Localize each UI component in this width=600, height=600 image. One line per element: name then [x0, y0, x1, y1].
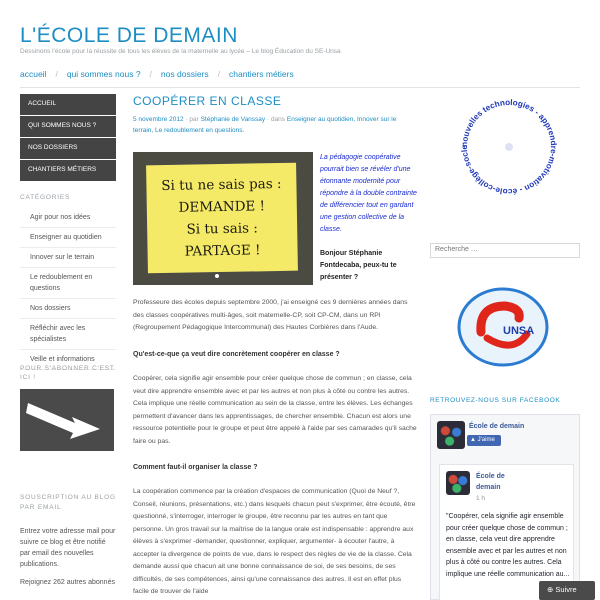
- tag-circle-text: nouvelles technologies - apprendre-motivation - école-collège-socle: [459, 97, 559, 197]
- se-unsa-logo[interactable]: [443, 284, 563, 370]
- post-image: [133, 152, 313, 285]
- nav-separator: /: [149, 69, 152, 79]
- site-title[interactable]: L'ÉCOLE DE DEMAIN: [20, 24, 238, 47]
- category-item[interactable]: Veille et informations: [20, 350, 116, 370]
- category-item[interactable]: Enseigner au quotidien: [20, 228, 116, 248]
- search-input[interactable]: Recherche …: [430, 243, 580, 258]
- nav-qui-sommes-nous[interactable]: qui sommes nous ?: [66, 69, 141, 79]
- post-intro: La pédagogie coopérative pourrait bien se révéler d'une étonnante modernité pour répondre à la double contrainte de différencier tout en gardant une gestion collective de la classe.: [320, 154, 417, 233]
- pin-dot: [215, 274, 219, 278]
- post-author[interactable]: Stéphanie de Vanssay: [200, 116, 266, 123]
- left-menu-nos-dossiers[interactable]: NOS DOSSIERS: [20, 138, 116, 159]
- subscribe-description: Entrez votre adresse mail pour suivre ce blog et être notifié par email des nouvelles publications.: [20, 528, 116, 568]
- follow-arrow-banner[interactable]: [20, 389, 114, 451]
- facebook-like-label: J'aime: [477, 437, 495, 443]
- tag-circle-graphic: [449, 92, 569, 202]
- left-menu-accueil[interactable]: ACCUEIL: [20, 94, 116, 115]
- post-by: · par: [185, 116, 199, 123]
- svg-text:nouvelles technologies - appre: [449, 92, 558, 196]
- post-question: Bonjour Stéphanie Fontdecaba, peux-tu te présenter ?: [320, 250, 397, 281]
- top-nav: [20, 69, 580, 79]
- follow-button[interactable]: [539, 581, 595, 600]
- post-question: Comment faut-il organiser la classe ?: [133, 464, 258, 471]
- follow-title: POUR S'ABONNER C'EST ICI !: [20, 365, 115, 381]
- logo-graphic: [443, 284, 563, 370]
- facebook-page-avatar[interactable]: [437, 421, 465, 449]
- facebook-title: RETROUVEZ-NOUS SUR FACEBOOK: [430, 397, 561, 404]
- facebook-post-time: 1 h: [476, 495, 486, 502]
- sign-line: DEMANDE !: [178, 198, 266, 216]
- left-menu-qui-sommes-nous[interactable]: QUI SOMMES NOUS ?: [20, 116, 116, 137]
- facebook-like-button[interactable]: [467, 435, 501, 446]
- post-meta: [133, 114, 417, 136]
- category-item[interactable]: Agir pour nos idées: [20, 208, 116, 228]
- subscribe-title: SOUSCRIPTION AU BLOG PAR EMAIL: [20, 494, 116, 511]
- facebook-post: [439, 464, 577, 600]
- category-item[interactable]: Innover sur le terrain: [20, 248, 116, 268]
- sign-line: PARTAGE !: [184, 242, 261, 260]
- facebook-post-text: "Coopérer, cela signifie agir ensemble pour créer quelque chose de commun ; en classe, cela veut dire apprendre ensemble avec et par les autres et non plus à côté ou contre les autres. Cela implique une réelle communication au...: [446, 513, 570, 578]
- subscribe-text: [20, 526, 116, 588]
- nav-divider: [20, 87, 580, 88]
- left-menu-chantiers-metiers[interactable]: CHANTIERS MÉTIERS: [20, 160, 116, 181]
- sign-line: Si tu sais :: [186, 220, 258, 238]
- categories-title: CATÉGORIES: [20, 194, 71, 201]
- post-title[interactable]: COOPÉRER EN CLASSE: [133, 94, 282, 108]
- subscriber-count: Rejoignez 262 autres abonnés: [20, 579, 115, 586]
- post-tags[interactable]: Enseigner au quotidien, Innover sur le terrain, Le redoublement en questions.: [133, 116, 397, 134]
- category-item[interactable]: Nos dossiers: [20, 299, 116, 319]
- facebook-page-name[interactable]: École de demain: [469, 423, 525, 430]
- category-item[interactable]: Le redoublement en questions: [20, 268, 116, 299]
- facebook-post-name[interactable]: École de demain: [476, 473, 505, 491]
- category-list: [20, 208, 116, 370]
- sign-line: Si tu ne sais pas :: [161, 175, 282, 195]
- post-date[interactable]: 5 novembre 2012: [133, 116, 184, 123]
- category-item[interactable]: Réfléchir avec les spécialistes: [20, 319, 116, 350]
- tag-circle-image: [449, 92, 569, 202]
- post-paragraph: La coopération commence par la création d'espaces de communication (Quoi de Neuf ?, Conseil, réunions, présentations, etc.) dans lesquels chacun peut s'exprimer, être écouté, être questionné, s'interroger, interroger le groupe, être reconnu par les autres en tant que personne. Un gros travail sur la maîtrise de la langue orale est indispensable : apprendre aux élèves à s'exprimer -demander, questionner, expliquer, argumenter- à écouter l'autre, à accepter la divergence de points de vue, dans le respect des règles de vie de la classe. Cela demande aussi que chacun ait une bonne connaissance de soi, de ses besoins, de ses difficultés, de ses compétences, ainsi qu'une connaissance des autres. Il est en effet plus facile de trouver de l'aide: [133, 488, 416, 595]
- nav-nos-dossiers[interactable]: nos dossiers: [160, 69, 209, 79]
- post-paragraph: Professeure des écoles depuis septembre 2000, j'ai enseigné ces 9 dernières années dans des classes coopératives multi-âges, soit maternelle-CP, soit CP-CM, dans un RPI (Regroupement Pédagogique Intercommunal) des Hautes Corbières dans l'Aude.: [133, 299, 408, 331]
- nav-chantiers-metiers[interactable]: chantiers métiers: [229, 69, 294, 79]
- follow-button-label: Suivre: [555, 585, 577, 594]
- nav-separator: /: [55, 69, 58, 79]
- post-paragraph: Coopérer, cela signifie agir ensemble pour créer quelque chose de commun ; en classe, cela veut dire apprendre ensemble avec et par les autres et non plus à côté ou contre les autres. Cela implique une réelle communication au sein de la classe, entre les élèves. Les échanges permettent d'avancer dans les apprentissages, de chercher ensemble. Chacun est alors une ressource potentielle pour le groupe et peut être appelé à l'aide par ses camarades qu'il sache faire ou pas.: [133, 375, 417, 445]
- site-description: Dessinons l'école pour la réussite de tous les élèves de la maternelle au lycée – Le blog Éducation du SE-Unsa: [20, 48, 341, 55]
- logo-text: UNSA: [503, 325, 535, 337]
- nav-separator: /: [217, 69, 221, 79]
- arrow-icon: [20, 389, 114, 451]
- facebook-widget: [430, 414, 580, 600]
- left-menu: [20, 94, 116, 182]
- nav-accueil[interactable]: accueil: [20, 69, 47, 79]
- post-question: Qu'est-ce-que ça veut dire concrètement coopérer en classe ?: [133, 351, 340, 358]
- plus-icon: ⊕: [547, 585, 554, 594]
- post-in: · dans: [266, 116, 286, 123]
- thumbs-up-icon: ▲: [470, 437, 476, 443]
- yellow-sign: [146, 163, 298, 274]
- facebook-post-avatar[interactable]: [446, 471, 470, 495]
